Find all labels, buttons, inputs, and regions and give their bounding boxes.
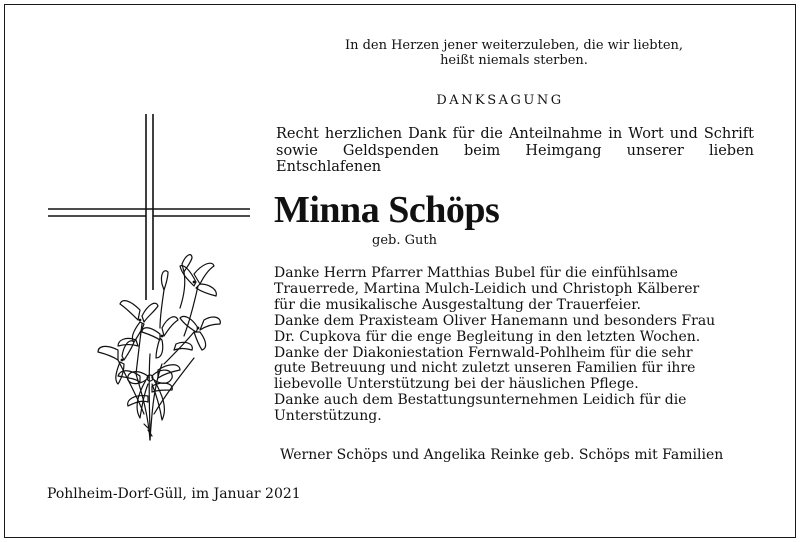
cross-with-lilies-icon (44, 114, 256, 448)
signature-line: Werner Schöps und Angelika Reinke geb. Schöps mit Familien (280, 447, 724, 463)
thanks-line: Danke dem Praxisteam Oliver Hanemann und besonders Frau (274, 312, 716, 329)
intro-text: Recht herzlichen Dank für die Anteilnahme in Wort und Schrift sowie Geldspenden beim Heimgang unserer lieben Entschlafenen (276, 126, 754, 175)
thanks-line: liebevolle Unterstützung bei der häuslichen Pflege. (274, 376, 639, 393)
deceased-birth-name: geb. Guth (372, 233, 437, 248)
place-date: Pohlheim-Dorf-Güll, im Januar 2021 (47, 486, 301, 502)
motto-line-2: heißt niemals sterben. (440, 53, 588, 68)
thanks-line: Dr. Cupkova für die enge Begleitung in den letzten Wochen. (274, 328, 701, 345)
thanks-line: gute Betreuung und nicht zuletzt unseren Familien für ihre (274, 360, 696, 377)
thanks-text (274, 266, 756, 425)
notice-heading: DANKSAGUNG (436, 93, 564, 108)
thanks-line: für die musikalische Ausgestaltung der Trauerfeier. (274, 296, 641, 313)
thanks-line: Unterstützung. (274, 408, 382, 425)
motto-quote (330, 38, 698, 68)
thanks-line: Danke auch dem Bestattungsunternehmen Leidich für die (274, 392, 687, 409)
thanks-line: Danke der Diakoniestation Fernwald-Pohlheim für die sehr (274, 344, 693, 361)
thanks-line: Trauerrede, Martina Mulch-Leidich und Christoph Kälberer (274, 280, 700, 297)
deceased-name: Minna Schöps (274, 189, 500, 231)
thanks-line: Danke Herrn Pfarrer Matthias Bubel für die einfühlsame (274, 265, 678, 281)
motto-line-1: In den Herzen jener weiterzuleben, die wir liebten, (344, 38, 684, 53)
